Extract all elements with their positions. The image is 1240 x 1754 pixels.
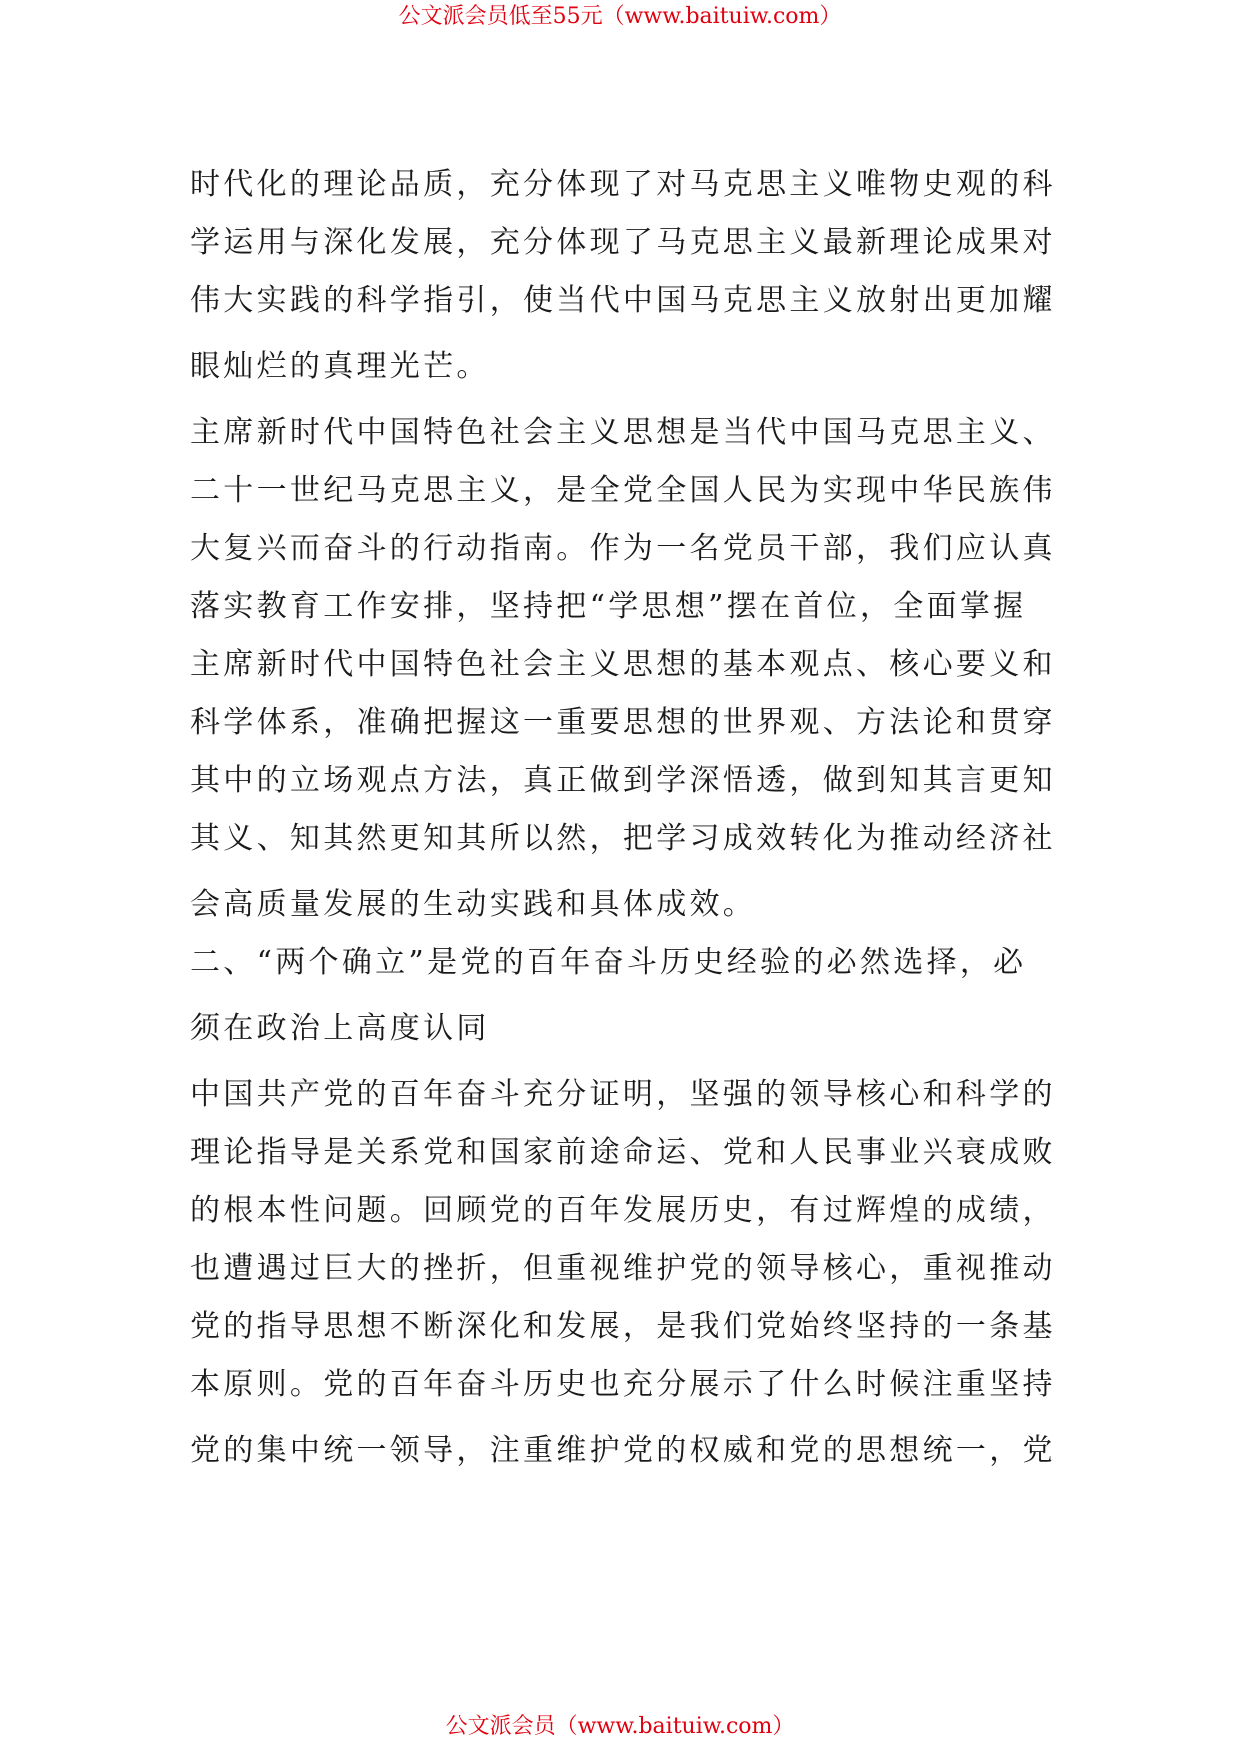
header-watermark-banner: 公文派会员低至55元（www.baituiw.com） bbox=[398, 4, 842, 29]
body-line: 二十一世纪马克思主义，是全党全国人民为实现中华民族伟 bbox=[190, 473, 1056, 508]
body-line: 眼灿烂的真理光芒。 bbox=[190, 349, 490, 384]
document-body bbox=[190, 156, 1065, 1480]
body-line: 落实教育工作安排，坚持把“学思想”摆在首位，全面掌握 bbox=[190, 589, 1027, 624]
body-line: 党的集中统一领导，注重维护党的权威和党的思想统一，党 bbox=[190, 1433, 1056, 1468]
body-line: 的根本性问题。回顾党的百年发展历史，有过辉煌的成绩， bbox=[190, 1193, 1056, 1228]
body-line: 会高质量发展的生动实践和具体成效。 bbox=[190, 887, 757, 922]
body-line: 大复兴而奋斗的行动指南。作为一名党员干部，我们应认真 bbox=[190, 531, 1056, 566]
body-line: 学运用与深化发展，充分体现了马克思主义最新理论成果对 bbox=[190, 225, 1056, 260]
body-line: 其中的立场观点方法，真正做到学深悟透，做到知其言更知 bbox=[190, 763, 1056, 798]
body-line: 本原则。党的百年奋斗历史也充分展示了什么时候注重坚持 bbox=[190, 1367, 1056, 1402]
footer-watermark-banner: 公文派会员（www.baituiw.com） bbox=[445, 1714, 795, 1739]
body-line: 其义、知其然更知其所以然，把学习成效转化为推动经济社 bbox=[190, 821, 1056, 856]
section-heading-line: 二、“两个确立”是党的百年奋斗历史经验的必然选择，必 bbox=[190, 945, 1027, 980]
body-line: 主席新时代中国特色社会主义思想的基本观点、核心要义和 bbox=[190, 647, 1056, 682]
body-line: 也遭遇过巨大的挫折，但重视维护党的领导核心，重视推动 bbox=[190, 1251, 1056, 1286]
body-line: 伟大实践的科学指引，使当代中国马克思主义放射出更加耀 bbox=[190, 283, 1056, 318]
body-line: 党的指导思想不断深化和发展，是我们党始终坚持的一条基 bbox=[190, 1309, 1056, 1344]
body-line: 主席新时代中国特色社会主义思想是当代中国马克思主义、 bbox=[190, 415, 1056, 450]
body-line: 理论指导是关系党和国家前途命运、党和人民事业兴衰成败 bbox=[190, 1135, 1056, 1170]
section-heading-line: 须在政治上高度认同 bbox=[190, 1011, 490, 1046]
body-line: 科学体系，准确把握这一重要思想的世界观、方法论和贯穿 bbox=[190, 705, 1056, 740]
body-line: 时代化的理论品质，充分体现了对马克思主义唯物史观的科 bbox=[190, 167, 1056, 202]
body-line: 中国共产党的百年奋斗充分证明，坚强的领导核心和科学的 bbox=[190, 1077, 1056, 1112]
